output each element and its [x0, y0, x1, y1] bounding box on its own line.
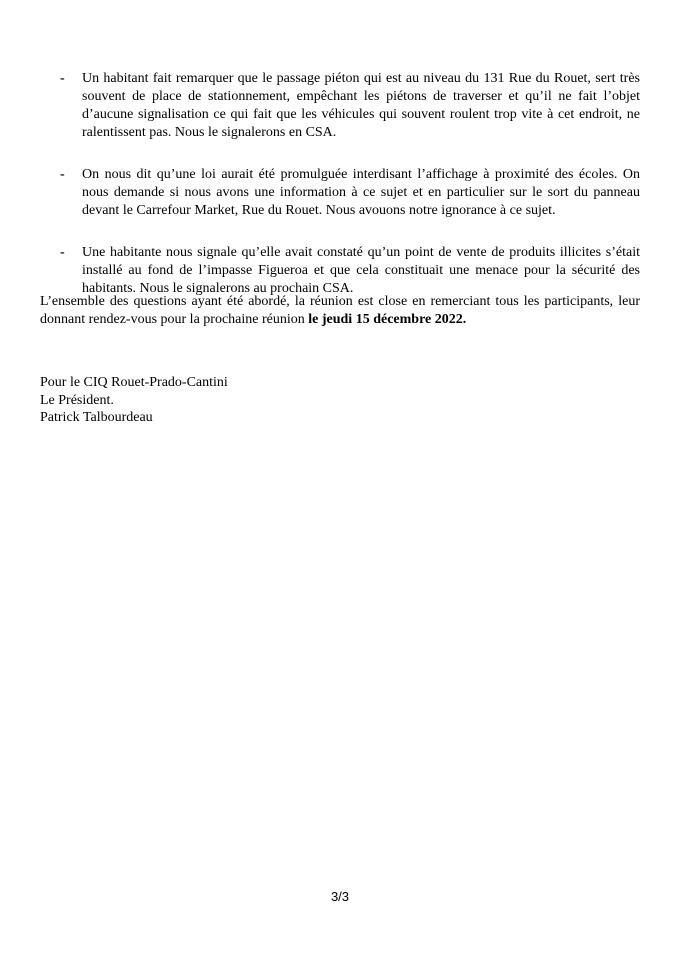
bullet-marker: -: [60, 167, 65, 182]
bullet-marker: -: [60, 245, 65, 260]
signature-organization: Pour le CIQ Rouet-Prado-Cantini: [40, 375, 228, 390]
bullet-marker: -: [60, 71, 65, 86]
signature-name: Patrick Talbourdeau: [40, 410, 153, 425]
bullet-item-point-de-vente: [60, 244, 640, 298]
bullet-text: Un habitant fait remarquer que le passage piéton qui est au niveau du 131 Rue du Rouet, sert très souvent de place de stationnement, empêchant les piétons de traverser et qu’il ne fait l’objet d’aucune signalisation ce qui fait que les véhicules qui souvent roulent trop vite à cet endroit, ne ralentissent pas. Nous le signalerons en CSA.: [82, 71, 640, 140]
bullet-list: [60, 70, 640, 322]
bullet-item-affichage-ecoles: [60, 166, 640, 220]
signature-title: Le Président.: [40, 392, 114, 408]
closing-text: L’ensemble des questions ayant été abordé, la réunion est close en remerciant tous les participants, leur donnant rendez-vous pour la prochaine réunion: [40, 294, 640, 327]
bullet-text: Une habitante nous signale qu’elle avait constaté qu’un point de vente de produits illicites s’était installé au fond de l’impasse Figueroa et que cela constituait une menace pour la sécurité des habitants. Nous le signalerons au prochain CSA.: [82, 245, 640, 296]
next-meeting-date: le jeudi 15 décembre 2022.: [308, 312, 467, 327]
bullet-text: On nous dit qu’une loi aurait été promulguée interdisant l’affichage à proximité des écoles. On nous demande si nous avons une information à ce sujet et en particulier sur le sort du panneau devant le Carrefour Market, Rue du Rouet. Nous avouons notre ignorance à ce sujet.: [82, 167, 640, 218]
page-number: 3/3: [330, 889, 350, 904]
closing-paragraph: [40, 293, 640, 329]
bullet-item-passage-pieton: [60, 70, 640, 142]
signature-block: [40, 374, 440, 427]
